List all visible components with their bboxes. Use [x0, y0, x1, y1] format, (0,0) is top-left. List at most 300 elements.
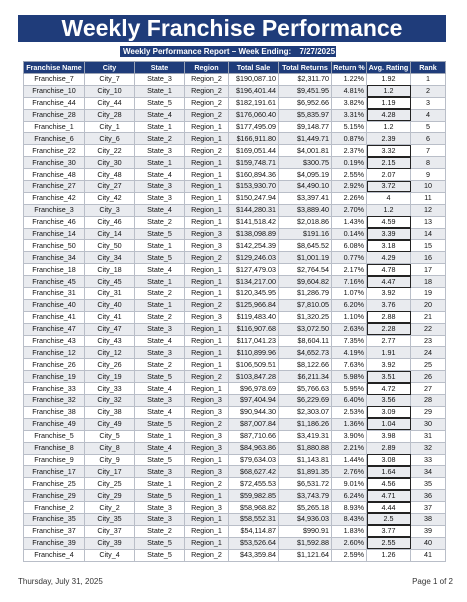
cell-avg-rating: 2.77: [367, 335, 411, 347]
cell-avg-rating: 3.51: [367, 371, 411, 383]
cell-total-returns: $4,490.10: [279, 181, 332, 193]
cell-rank: 25: [411, 359, 446, 371]
cell-state: State_4: [135, 204, 185, 216]
cell-rank: 19: [411, 288, 446, 300]
cell-return-pct: 8.43%: [332, 513, 367, 525]
table-row: [24, 216, 446, 228]
cell-franchise: Franchise_27: [24, 181, 85, 193]
cell-return-pct: 2.37%: [332, 145, 367, 157]
cell-region: Region_1: [185, 513, 229, 525]
cell-total-sale: $144,280.31: [229, 204, 279, 216]
table-row: [24, 133, 446, 145]
table-row: [24, 204, 446, 216]
cell-region: Region_1: [185, 204, 229, 216]
table-row: [24, 145, 446, 157]
table-row: [24, 406, 446, 418]
cell-rank: 33: [411, 454, 446, 466]
cell-total-sale: $134,217.00: [229, 276, 279, 288]
table-row: [24, 525, 446, 537]
cell-franchise: Franchise_44: [24, 97, 85, 109]
table-row: [24, 288, 446, 300]
cell-avg-rating: 2.39: [367, 133, 411, 145]
table-row: [24, 430, 446, 442]
table-row: [24, 395, 446, 407]
cell-city: City_33: [85, 383, 135, 395]
cell-total-sale: $58,552.31: [229, 513, 279, 525]
cell-avg-rating: 4.72: [367, 383, 411, 395]
cell-region: Region_3: [185, 395, 229, 407]
cell-return-pct: 0.87%: [332, 133, 367, 145]
cell-state: State_1: [135, 121, 185, 133]
cell-city: City_30: [85, 157, 135, 169]
table-row: [24, 371, 446, 383]
cell-avg-rating: 4: [367, 192, 411, 204]
cell-avg-rating: 2.28: [367, 323, 411, 335]
cell-region: Region_1: [185, 383, 229, 395]
cell-city: City_45: [85, 276, 135, 288]
cell-total-sale: $87,007.84: [229, 418, 279, 430]
col-region: Region: [185, 62, 229, 74]
cell-avg-rating: 2.07: [367, 169, 411, 181]
cell-rank: 14: [411, 228, 446, 240]
cell-return-pct: 6.08%: [332, 240, 367, 252]
cell-total-sale: $120,345.95: [229, 288, 279, 300]
cell-total-returns: $2,764.54: [279, 264, 332, 276]
cell-region: Region_3: [185, 228, 229, 240]
cell-rank: 31: [411, 430, 446, 442]
cell-rank: 24: [411, 347, 446, 359]
cell-total-returns: $9,604.82: [279, 276, 332, 288]
cell-franchise: Franchise_39: [24, 537, 85, 549]
cell-avg-rating: 4.28: [367, 109, 411, 121]
week-ending-date: 7/27/2025: [299, 47, 336, 56]
cell-rank: 17: [411, 264, 446, 276]
cell-avg-rating: 1.19: [367, 97, 411, 109]
cell-avg-rating: 3.09: [367, 406, 411, 418]
table-row: [24, 359, 446, 371]
cell-franchise: Franchise_7: [24, 74, 85, 86]
report-subtitle: [120, 46, 336, 57]
cell-return-pct: 1.10%: [332, 311, 367, 323]
cell-franchise: Franchise_18: [24, 264, 85, 276]
cell-return-pct: 0.14%: [332, 228, 367, 240]
cell-return-pct: 1.44%: [332, 454, 367, 466]
table-row: [24, 240, 446, 252]
cell-franchise: Franchise_22: [24, 145, 85, 157]
cell-total-returns: $990.91: [279, 525, 332, 537]
cell-franchise: Franchise_34: [24, 252, 85, 264]
cell-region: Region_3: [185, 406, 229, 418]
cell-rank: 41: [411, 549, 446, 561]
col-total-sale: Total Sale: [229, 62, 279, 74]
cell-return-pct: 7.16%: [332, 276, 367, 288]
cell-total-returns: $1,320.25: [279, 311, 332, 323]
cell-city: City_49: [85, 418, 135, 430]
cell-total-sale: $106,509.51: [229, 359, 279, 371]
cell-state: State_3: [135, 74, 185, 86]
cell-return-pct: 1.43%: [332, 216, 367, 228]
cell-region: Region_1: [185, 157, 229, 169]
cell-return-pct: 2.60%: [332, 537, 367, 549]
cell-total-returns: $2,018.86: [279, 216, 332, 228]
cell-total-returns: $5,265.18: [279, 502, 332, 514]
cell-region: Region_2: [185, 371, 229, 383]
cell-return-pct: 2.59%: [332, 549, 367, 561]
cell-state: State_4: [135, 442, 185, 454]
cell-total-returns: $9,451.95: [279, 85, 332, 97]
cell-state: State_2: [135, 216, 185, 228]
cell-franchise: Franchise_49: [24, 418, 85, 430]
cell-total-sale: $84,963.86: [229, 442, 279, 454]
table-row: [24, 335, 446, 347]
table-row: [24, 192, 446, 204]
cell-franchise: Franchise_40: [24, 299, 85, 311]
franchise-table: [23, 61, 446, 562]
cell-avg-rating: 4.44: [367, 502, 411, 514]
cell-city: City_2: [85, 502, 135, 514]
table-row: [24, 181, 446, 193]
cell-state: State_5: [135, 549, 185, 561]
cell-total-returns: $5,835.97: [279, 109, 332, 121]
cell-total-returns: $3,419.31: [279, 430, 332, 442]
cell-city: City_27: [85, 181, 135, 193]
cell-franchise: Franchise_38: [24, 406, 85, 418]
cell-return-pct: 8.93%: [332, 502, 367, 514]
table-row: [24, 502, 446, 514]
cell-total-sale: $43,359.84: [229, 549, 279, 561]
cell-rank: 30: [411, 418, 446, 430]
cell-state: State_5: [135, 252, 185, 264]
cell-rank: 9: [411, 169, 446, 181]
cell-total-sale: $96,978.69: [229, 383, 279, 395]
cell-total-returns: $6,229.69: [279, 395, 332, 407]
cell-return-pct: 4.81%: [332, 85, 367, 97]
cell-total-returns: $4,095.19: [279, 169, 332, 181]
cell-total-returns: $1,001.19: [279, 252, 332, 264]
cell-franchise: Franchise_43: [24, 335, 85, 347]
cell-region: Region_1: [185, 454, 229, 466]
cell-return-pct: 2.21%: [332, 442, 367, 454]
table-row: [24, 157, 446, 169]
cell-city: City_28: [85, 109, 135, 121]
cell-rank: 12: [411, 204, 446, 216]
cell-total-returns: $1,880.88: [279, 442, 332, 454]
cell-total-returns: $6,952.66: [279, 97, 332, 109]
cell-state: State_3: [135, 145, 185, 157]
cell-return-pct: 2.70%: [332, 204, 367, 216]
cell-return-pct: 5.15%: [332, 121, 367, 133]
cell-state: State_2: [135, 133, 185, 145]
cell-return-pct: 2.76%: [332, 466, 367, 478]
cell-city: City_29: [85, 490, 135, 502]
cell-city: City_44: [85, 97, 135, 109]
cell-total-returns: $1,286.79: [279, 288, 332, 300]
cell-return-pct: 2.63%: [332, 323, 367, 335]
table-row: [24, 549, 446, 561]
cell-total-returns: $2,303.07: [279, 406, 332, 418]
cell-region: Region_2: [185, 478, 229, 490]
cell-franchise: Franchise_9: [24, 454, 85, 466]
cell-state: State_2: [135, 359, 185, 371]
cell-return-pct: 3.82%: [332, 97, 367, 109]
cell-franchise: Franchise_37: [24, 525, 85, 537]
table-row: [24, 169, 446, 181]
cell-rank: 20: [411, 299, 446, 311]
table-row: [24, 74, 446, 86]
cell-franchise: Franchise_46: [24, 216, 85, 228]
cell-total-sale: $169,051.44: [229, 145, 279, 157]
cell-state: State_3: [135, 323, 185, 335]
cell-rank: 1: [411, 74, 446, 86]
cell-region: Region_1: [185, 537, 229, 549]
cell-rank: 8: [411, 157, 446, 169]
cell-region: Region_1: [185, 359, 229, 371]
cell-franchise: Franchise_35: [24, 513, 85, 525]
cell-avg-rating: 4.29: [367, 252, 411, 264]
cell-total-sale: $142,254.39: [229, 240, 279, 252]
cell-return-pct: 9.01%: [332, 478, 367, 490]
cell-region: Region_1: [185, 335, 229, 347]
cell-franchise: Franchise_19: [24, 371, 85, 383]
cell-city: City_17: [85, 466, 135, 478]
cell-city: City_31: [85, 288, 135, 300]
page-number: Page 1 of 2: [412, 577, 453, 586]
cell-rank: 36: [411, 490, 446, 502]
cell-state: State_3: [135, 192, 185, 204]
cell-state: State_4: [135, 264, 185, 276]
cell-rank: 21: [411, 311, 446, 323]
cell-franchise: Franchise_29: [24, 490, 85, 502]
cell-avg-rating: 4.71: [367, 490, 411, 502]
cell-city: City_42: [85, 192, 135, 204]
cell-region: Region_2: [185, 418, 229, 430]
cell-total-sale: $159,748.71: [229, 157, 279, 169]
cell-region: Region_1: [185, 216, 229, 228]
cell-avg-rating: 2.15: [367, 157, 411, 169]
cell-city: City_43: [85, 335, 135, 347]
cell-city: City_19: [85, 371, 135, 383]
cell-region: Region_1: [185, 288, 229, 300]
cell-avg-rating: 1.64: [367, 466, 411, 478]
cell-avg-rating: 1.26: [367, 549, 411, 561]
cell-city: City_38: [85, 406, 135, 418]
cell-total-returns: $2,311.70: [279, 74, 332, 86]
cell-franchise: Franchise_48: [24, 169, 85, 181]
cell-region: Region_1: [185, 525, 229, 537]
cell-rank: 39: [411, 525, 446, 537]
cell-state: State_5: [135, 418, 185, 430]
cell-rank: 2: [411, 85, 446, 97]
cell-region: Region_1: [185, 323, 229, 335]
cell-total-returns: $4,001.81: [279, 145, 332, 157]
cell-franchise: Franchise_12: [24, 347, 85, 359]
subtitle-label: Weekly Performance Report – Week Ending:: [123, 47, 292, 56]
cell-avg-rating: 1.2: [367, 121, 411, 133]
cell-franchise: Franchise_3: [24, 204, 85, 216]
cell-total-sale: $68,627.42: [229, 466, 279, 478]
cell-franchise: Franchise_33: [24, 383, 85, 395]
cell-region: Region_2: [185, 549, 229, 561]
cell-total-sale: $110,899.96: [229, 347, 279, 359]
cell-franchise: Franchise_45: [24, 276, 85, 288]
cell-franchise: Franchise_5: [24, 430, 85, 442]
cell-rank: 23: [411, 335, 446, 347]
cell-total-returns: $3,397.41: [279, 192, 332, 204]
cell-region: Region_1: [185, 133, 229, 145]
cell-rank: 37: [411, 502, 446, 514]
cell-state: State_1: [135, 276, 185, 288]
cell-avg-rating: 2.5: [367, 513, 411, 525]
cell-avg-rating: 1.04: [367, 418, 411, 430]
cell-total-sale: $160,894.36: [229, 169, 279, 181]
cell-return-pct: 2.17%: [332, 264, 367, 276]
cell-rank: 5: [411, 121, 446, 133]
cell-franchise: Franchise_1: [24, 121, 85, 133]
cell-rank: 34: [411, 466, 446, 478]
table-row: [24, 311, 446, 323]
table-header-row: [24, 62, 446, 74]
cell-avg-rating: 4.47: [367, 276, 411, 288]
cell-franchise: Franchise_6: [24, 133, 85, 145]
cell-region: Region_2: [185, 74, 229, 86]
cell-rank: 16: [411, 252, 446, 264]
cell-state: State_3: [135, 395, 185, 407]
cell-state: State_3: [135, 347, 185, 359]
cell-franchise: Franchise_30: [24, 157, 85, 169]
cell-city: City_10: [85, 85, 135, 97]
cell-city: City_4: [85, 549, 135, 561]
cell-total-sale: $97,404.94: [229, 395, 279, 407]
cell-rank: 38: [411, 513, 446, 525]
col-total-returns: Total Returns: [279, 62, 332, 74]
cell-state: State_4: [135, 169, 185, 181]
cell-region: Region_2: [185, 299, 229, 311]
cell-rank: 3: [411, 97, 446, 109]
cell-total-sale: $129,246.03: [229, 252, 279, 264]
cell-total-sale: $177,495.09: [229, 121, 279, 133]
cell-rank: 40: [411, 537, 446, 549]
cell-region: Region_1: [185, 276, 229, 288]
cell-return-pct: 2.55%: [332, 169, 367, 181]
cell-return-pct: 6.40%: [332, 395, 367, 407]
cell-total-sale: $125,966.84: [229, 299, 279, 311]
table-row: [24, 109, 446, 121]
cell-total-sale: $176,060.40: [229, 109, 279, 121]
table-row: [24, 537, 446, 549]
cell-total-sale: $58,968.82: [229, 502, 279, 514]
page-title: Weekly Franchise Performance: [18, 15, 446, 42]
cell-region: Region_3: [185, 430, 229, 442]
cell-state: State_5: [135, 371, 185, 383]
cell-total-returns: $300.75: [279, 157, 332, 169]
cell-total-returns: $1,449.71: [279, 133, 332, 145]
cell-state: State_5: [135, 228, 185, 240]
cell-return-pct: 1.36%: [332, 418, 367, 430]
cell-return-pct: 3.90%: [332, 430, 367, 442]
cell-region: Region_3: [185, 466, 229, 478]
cell-return-pct: 3.31%: [332, 109, 367, 121]
col-return-pct: Return %: [333, 63, 365, 72]
cell-rank: 6: [411, 133, 446, 145]
cell-total-sale: $53,526.64: [229, 537, 279, 549]
cell-total-returns: $1,592.88: [279, 537, 332, 549]
cell-total-returns: $191.16: [279, 228, 332, 240]
cell-avg-rating: 2.88: [367, 311, 411, 323]
cell-state: State_1: [135, 430, 185, 442]
table-row: [24, 454, 446, 466]
cell-return-pct: 1.22%: [332, 74, 367, 86]
cell-total-sale: $54,114.87: [229, 525, 279, 537]
cell-franchise: Franchise_41: [24, 311, 85, 323]
cell-total-sale: $90,944.30: [229, 406, 279, 418]
cell-total-returns: $6,531.72: [279, 478, 332, 490]
cell-total-returns: $3,072.50: [279, 323, 332, 335]
cell-state: State_3: [135, 513, 185, 525]
cell-franchise: Franchise_50: [24, 240, 85, 252]
cell-region: Region_3: [185, 240, 229, 252]
cell-city: City_14: [85, 228, 135, 240]
cell-franchise: Franchise_4: [24, 549, 85, 561]
cell-total-sale: $72,455.53: [229, 478, 279, 490]
cell-total-sale: $153,930.70: [229, 181, 279, 193]
cell-return-pct: 1.07%: [332, 288, 367, 300]
cell-return-pct: 0.77%: [332, 252, 367, 264]
col-state: State: [135, 62, 185, 74]
cell-return-pct: 6.24%: [332, 490, 367, 502]
cell-total-returns: $5,766.63: [279, 383, 332, 395]
cell-franchise: Franchise_32: [24, 395, 85, 407]
cell-city: City_12: [85, 347, 135, 359]
cell-total-returns: $1,143.81: [279, 454, 332, 466]
cell-city: City_48: [85, 169, 135, 181]
cell-city: City_9: [85, 454, 135, 466]
cell-return-pct: 6.20%: [332, 299, 367, 311]
cell-total-sale: $196,401.44: [229, 85, 279, 97]
table-row: [24, 418, 446, 430]
cell-avg-rating: 1.92: [367, 74, 411, 86]
cell-avg-rating: 3.08: [367, 454, 411, 466]
cell-total-returns: $8,645.52: [279, 240, 332, 252]
cell-total-sale: $79,634.03: [229, 454, 279, 466]
cell-rank: 10: [411, 181, 446, 193]
cell-total-sale: $59,982.85: [229, 490, 279, 502]
cell-total-sale: $138,098.89: [229, 228, 279, 240]
cell-region: Region_3: [185, 311, 229, 323]
cell-total-returns: $8,122.66: [279, 359, 332, 371]
cell-rank: 27: [411, 383, 446, 395]
cell-city: City_18: [85, 264, 135, 276]
cell-state: State_4: [135, 406, 185, 418]
cell-state: State_2: [135, 311, 185, 323]
table-row: [24, 252, 446, 264]
cell-region: Region_1: [185, 169, 229, 181]
cell-franchise: Franchise_28: [24, 109, 85, 121]
cell-total-returns: $4,652.73: [279, 347, 332, 359]
cell-franchise: Franchise_17: [24, 466, 85, 478]
cell-total-sale: $103,847.28: [229, 371, 279, 383]
cell-franchise: Franchise_2: [24, 502, 85, 514]
cell-total-sale: $117,041.23: [229, 335, 279, 347]
cell-rank: 32: [411, 442, 446, 454]
table-row: [24, 466, 446, 478]
cell-city: City_41: [85, 311, 135, 323]
table-row: [24, 97, 446, 109]
cell-return-pct: 7.35%: [332, 335, 367, 347]
cell-state: State_2: [135, 525, 185, 537]
cell-region: Region_3: [185, 502, 229, 514]
cell-return-pct: 2.92%: [332, 181, 367, 193]
table-row: [24, 490, 446, 502]
